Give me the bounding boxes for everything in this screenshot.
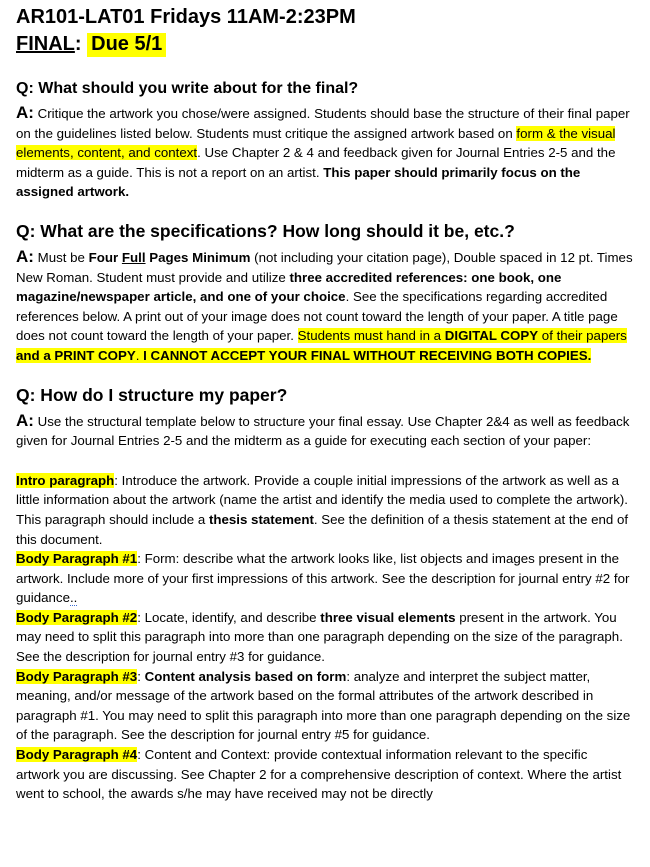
intro-text-a: : Introduce the artwork. Provide a couple initial impressions of the artwork as well as a little information about the artwork (name the artist and identify the media used to complete the artwork). This paragraph should include a <box>16 472 628 527</box>
answer-2-bold-pages: Pages Minimum <box>145 249 251 265</box>
body-3-text: : analyze and interpret the subject matter, meaning, and/or message of the artwork based on the formal attributes of the artwork described in paragraph #1. You may need to split this paragraph into more than one paragraph depending on the size of the paragraph. See the description for journal entry #5 for guidance. <box>16 668 631 743</box>
body-1-label: Body Paragraph #1 <box>16 551 138 567</box>
intro-label: Intro paragraph <box>16 472 115 488</box>
question-3-heading: Q: How do I structure my paper? <box>16 384 288 405</box>
answer-1-text-b: . Use Chapter 2 & 4 and feedback given for Journal Entries 2-5 and the midterm as a guide. This is not a report on an artist. <box>16 145 616 180</box>
answer-2-highlight-b: of their papers <box>538 328 627 344</box>
final-label: FINAL <box>16 33 75 55</box>
answer-label: A: <box>16 410 34 430</box>
answer-2-text-b: (not including your citation page), Double spaced in 12 pt. Times New Roman. Student must provide and utilize <box>16 249 633 285</box>
answer-2-bold-four: Four <box>88 249 122 265</box>
intro-bold: thesis statement <box>208 511 314 527</box>
body-4-text: : Content and Context: provide contextual information relevant to the specific artwork you are discussing. See Chapter 2 for a comprehensive description of context. Where the artist went to school, the awards s/he may have received may not be directly <box>16 747 622 802</box>
answer-2-highlight-warning: I CANNOT ACCEPT YOUR FINAL WITHOUT RECEIVING BOTH COPIES. <box>143 347 592 363</box>
answer-2-text-c: . See the specifications regarding accredited references below. A print out of your image does not count toward the length of your paper. A title page does not count toward the length of your paper. <box>16 289 618 344</box>
answer-2 <box>16 247 634 366</box>
answer-1 <box>16 103 634 202</box>
answer-1-text-a: Critique the artwork you chose/were assigned. Students should base the structure of their final paper on the guidelines listed below. Students must critique the assigned artwork based on <box>16 106 630 141</box>
body-paragraph-1 <box>16 549 634 608</box>
answer-label: A: <box>16 103 34 122</box>
body-2-text-a: : Locate, identify, and describe <box>137 609 321 625</box>
answer-3 <box>16 411 634 451</box>
final-colon: : <box>74 33 82 55</box>
answer-2-text-a: Must be <box>37 249 89 265</box>
body-2-text-b: present in the artwork. You may need to split this paragraph into more than one paragraph depending on the size of the paragraph. See the description for journal entry #3 for guidance. <box>16 609 623 665</box>
final-due-line <box>16 31 634 58</box>
paragraph-template <box>16 471 634 804</box>
body-paragraph-2 <box>16 608 634 667</box>
answer-2-highlight-a: Students must hand in a <box>297 328 445 344</box>
body-paragraph-3 <box>16 667 634 745</box>
answer-2-bold-references: three accredited references: one book, one magazine/newspaper article, and one of your choice <box>16 269 562 305</box>
body-3-text-colon: : <box>137 668 145 684</box>
answer-2-highlight-digital: DIGITAL COPY <box>444 328 539 344</box>
body-4-label: Body Paragraph #4 <box>16 747 138 763</box>
answer-2-highlight-c: . <box>135 347 144 363</box>
due-date-highlight: Due 5/1 <box>87 33 166 57</box>
answer-2-highlight-print: and a PRINT COPY <box>16 347 136 363</box>
body-3-bold: Content analysis based on form <box>144 668 347 684</box>
answer-2-bold-full: Full <box>121 249 146 265</box>
question-1-heading: Q: What should you write about for the final? <box>16 80 359 97</box>
body-2-bold: three visual elements <box>320 609 456 625</box>
intro-text-b: . See the definition of a thesis statement at the end of this document. <box>16 511 629 547</box>
body-1-text: : Form: describe what the artwork looks like, list objects and images present in the artwork. Include more of your first impressions of this artwork. See the description for journal entry #2 for guidance <box>16 551 630 606</box>
answer-1-bold: This paper should primarily focus on the assigned artwork. <box>16 164 581 200</box>
body-3-label: Body Paragraph #3 <box>16 668 138 684</box>
course-title: AR101-LAT01 Fridays 11AM-2:23PM <box>16 6 356 28</box>
answer-1-highlight: form & the visual elements, content, and context <box>16 125 616 161</box>
question-2-heading: Q: What are the specifications? How long should it be, etc.? <box>16 220 515 241</box>
body-2-label: Body Paragraph #2 <box>16 609 138 625</box>
answer-label: A: <box>16 246 34 266</box>
body-paragraph-4 <box>16 745 634 804</box>
intro-paragraph <box>16 471 634 549</box>
body-1-dots: .. <box>69 590 78 606</box>
answer-3-text: Use the structural template below to structure your final essay. Use Chapter 2&4 as well as feedback given for Journal Entries 2-5 and the midterm as a guide for executing each section of your paper: <box>16 413 630 449</box>
